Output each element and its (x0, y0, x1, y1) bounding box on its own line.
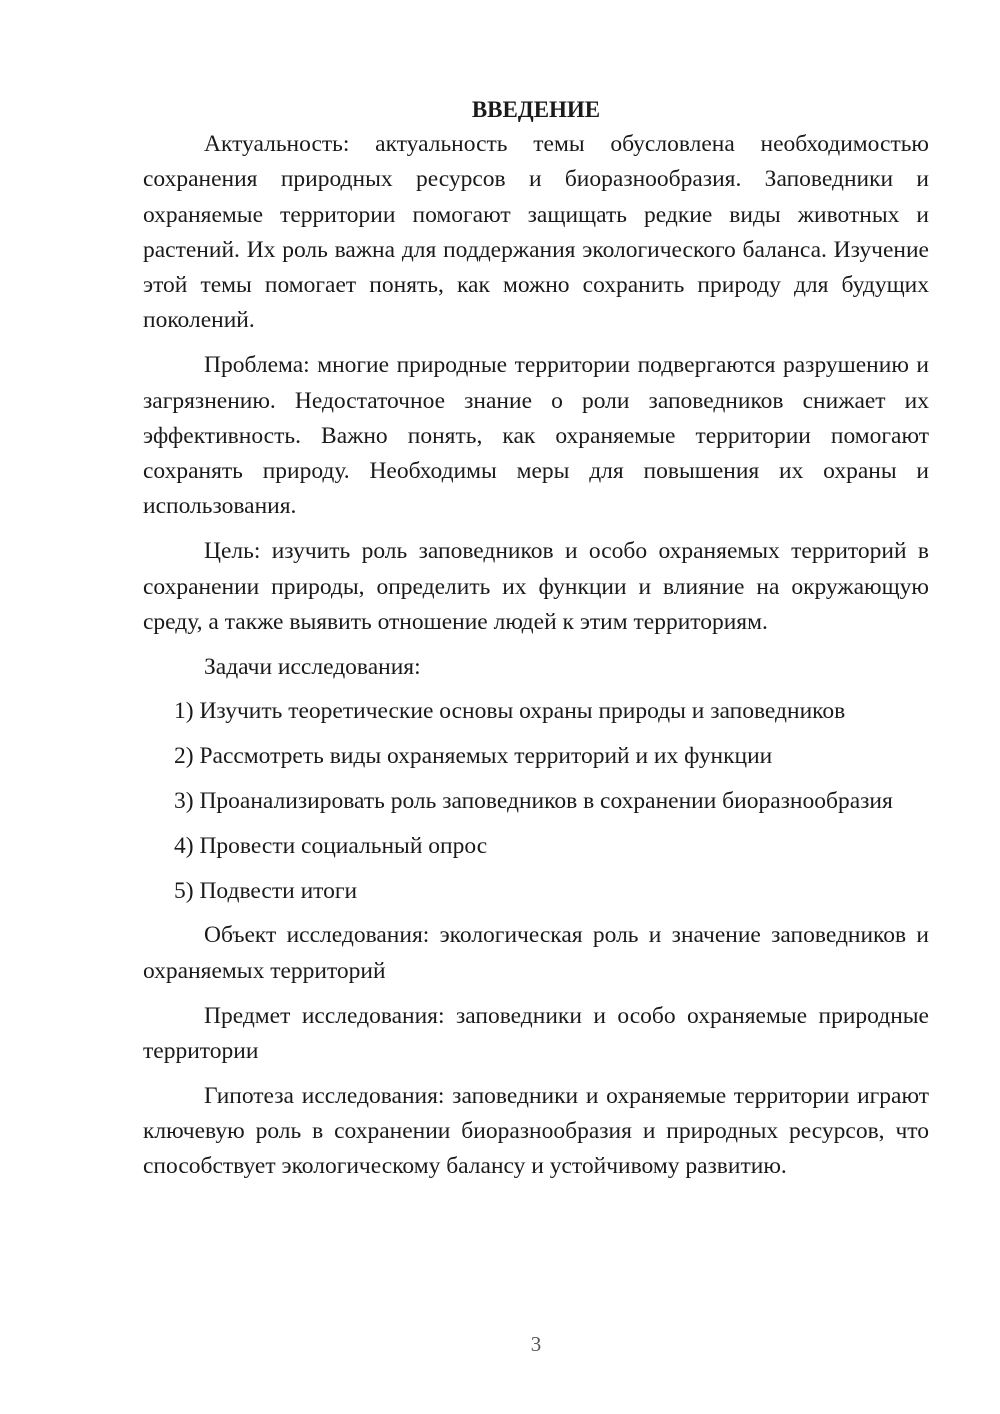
hypothesis-paragraph: Гипотеза исследования: заповедники и охраняемые территории играют ключевую роль в сохранении биоразнообразия и природных ресурсов, что способствует экологическому балансу и устойчивому развитию. (143, 1082, 929, 1180)
relevance-paragraph: Актуальность: актуальность темы обусловлена необходимостью сохранения природных ресурсов и биоразнообразия. Заповедники и охраняемые территории помогают защищать редкие виды животных и растений. Их роль важна для поддержания экологического баланса. Изучение этой темы помогает понять, как можно сохранить природу для будущих поколений. (143, 131, 929, 334)
tasks-heading: Задачи исследования: (204, 653, 421, 680)
task-item-1: 1) Изучить теоретические основы охраны природы и заповедников (174, 698, 846, 725)
object-paragraph: Объект исследования: экологическая роль и значение заповедников и охраняемых территорий (143, 922, 929, 984)
task-item-5: 5) Подвести итоги (174, 877, 358, 904)
task-item-4: 4) Провести социальный опрос (174, 832, 488, 859)
page-number: 3 (530, 1332, 542, 1356)
page-title: ВВЕДЕНИЕ (471, 97, 601, 122)
goal-paragraph: Цель: изучить роль заповедников и особо охраняемых территорий в сохранении природы, определить их функции и влияние на окружающую среду, а также выявить отношение людей к этим территориям. (143, 538, 929, 635)
task-item-3: 3) Проанализировать роль заповедников в сохранении биоразнообразия (174, 788, 893, 815)
page-body (143, 92, 929, 1185)
subject-paragraph: Предмет исследования: заповедники и особо охраняемые природные территории (143, 1002, 929, 1064)
problem-paragraph: Проблема: многие природные территории подвергаются разрушению и загрязнению. Недостаточное знание о роли заповедников снижает их эффективность. Важно понять, как охраняемые территории помогают сохранять природу. Необходимы меры для повышения их охраны и использования. (143, 352, 929, 520)
task-item-2: 2) Рассмотреть виды охраняемых территорий и их функции (174, 743, 773, 770)
